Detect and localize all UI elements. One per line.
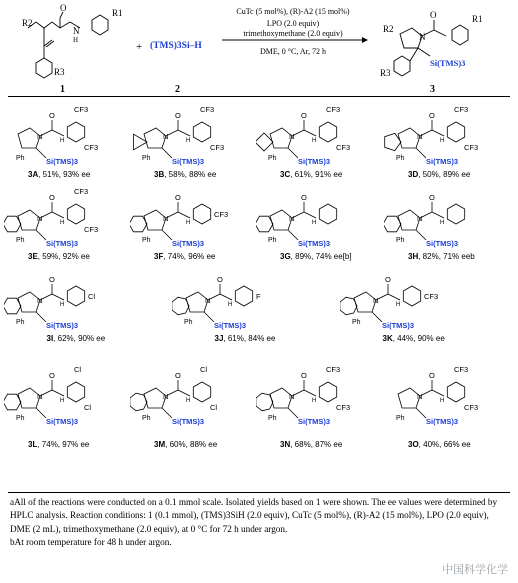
n-atom-label: N — [289, 214, 295, 223]
product-id: 3O — [408, 440, 419, 449]
si-tms3-label: Si(TMS)3 — [426, 239, 459, 248]
product-3o — [384, 360, 512, 452]
product-yield-ee: , 61%, 91% ee — [290, 170, 343, 179]
product-caption — [280, 252, 352, 261]
product-r3-label: R3 — [380, 68, 391, 78]
footnote-a: aAll of the reactions were conducted on a 0.1 mmol scale. Isolated yields based on 1 were shown. The ee values were determined by HPLC analysis. Reaction conditions: 1 (0.1 mmol), (TMS)3SiH (2.0 equiv), CuTc (5 mol%), (R)-A2 (15 mol%), LPO (2.0 equiv), DME (2 mL), trimethoxymethane (2.0 equiv), at 0 °C for 72 h under argon. — [10, 497, 498, 534]
structure-3k — [340, 264, 505, 334]
n-atom-label: N — [37, 296, 43, 305]
product-yield-ee: , 58%, 88% ee — [164, 170, 217, 179]
si-tms3-label: Si(TMS)3 — [46, 157, 79, 166]
product-caption — [280, 170, 342, 179]
conditions-top: CuTc (5 mol%), (R)-A2 (15 mol%) — [236, 7, 350, 16]
h-atom-label: H — [312, 138, 317, 144]
plus-sign: + — [136, 41, 143, 53]
o-atom-label: O — [49, 193, 55, 202]
product-id: 3E — [28, 252, 38, 261]
o-atom-label: O — [429, 111, 435, 120]
cf3-label-top: CF3 — [454, 105, 469, 114]
h-atom-label: H — [440, 398, 445, 404]
n-atom-label: N — [289, 132, 295, 141]
product-scope-grid — [0, 100, 518, 492]
o-atom-label: O — [429, 193, 435, 202]
cf3-label-bottom: CF3 — [464, 143, 479, 152]
product-yield-ee: , 62%, 90% ee — [53, 334, 106, 343]
si-tms3-label: Si(TMS)3 — [172, 239, 205, 248]
product-yield-ee: , 89%, 74% ee[b] — [290, 252, 352, 261]
ph-label: Ph — [268, 415, 277, 422]
conditions-mid2: trimethoxymethane (2.0 equiv) — [243, 29, 343, 38]
cl-label-bottom: Cl — [84, 403, 92, 412]
product-3a — [4, 100, 132, 182]
ph-label: Ph — [142, 237, 151, 244]
o-atom-label: O — [49, 371, 55, 380]
product-id: 3I — [46, 334, 54, 343]
structure-3e — [4, 182, 132, 252]
product-yield-ee: , 61%, 84% ee — [223, 334, 276, 343]
structure-3d — [384, 100, 512, 170]
h-atom-label: H — [440, 220, 445, 226]
n-atom-label: N — [37, 132, 43, 141]
product-id: 3F — [154, 252, 164, 261]
ph-label: Ph — [396, 415, 405, 422]
product-id: 3A — [28, 170, 39, 179]
si-tms3-label: Si(TMS)3 — [382, 321, 415, 330]
top-rule — [8, 96, 510, 97]
si-tms3-label: Si(TMS)3 — [426, 157, 459, 166]
h-atom-label: H — [312, 220, 317, 226]
product-caption — [408, 440, 471, 449]
ph-label: Ph — [16, 155, 25, 162]
cf3-label-bottom: CF3 — [210, 143, 225, 152]
substrate-1-structure — [28, 12, 108, 78]
si-tms3-label: Si(TMS)3 — [298, 157, 331, 166]
cf3-label-bottom: CF3 — [84, 225, 99, 234]
product-yield-ee: , 74%, 97% ee — [37, 440, 90, 449]
product-3h — [384, 182, 512, 264]
product-caption — [28, 170, 90, 179]
structure-3a — [4, 100, 132, 170]
product-3-label: 3 — [430, 84, 435, 95]
product-si-label: Si(TMS)3 — [430, 58, 466, 68]
arrow-head — [362, 37, 368, 43]
ph-label: Ph — [268, 155, 277, 162]
cl-label: Cl — [88, 292, 96, 301]
bottom-rule — [8, 492, 510, 493]
product-3b — [130, 100, 258, 182]
n-atom-label: N — [163, 132, 169, 141]
product-caption — [408, 170, 470, 179]
structure-3h — [384, 182, 512, 252]
n-atom-label: N — [289, 392, 295, 401]
h-atom-label: H — [60, 302, 65, 308]
product-id: 3M — [154, 440, 166, 449]
structure-3j — [172, 264, 337, 334]
product-3i — [4, 264, 169, 346]
o-atom-label: O — [49, 275, 55, 284]
ph-label: Ph — [396, 155, 405, 162]
product-caption — [28, 252, 90, 261]
product-r1-label: R1 — [472, 14, 483, 24]
ph-label: Ph — [16, 237, 25, 244]
product-caption — [28, 440, 89, 449]
product-3l — [4, 360, 132, 452]
o-label: O — [60, 3, 67, 13]
o-atom-label: O — [217, 275, 223, 284]
substrate-2-label: 2 — [175, 84, 180, 95]
product-yield-ee: , 82%, 71% eeb — [418, 252, 475, 261]
h-atom-label: H — [60, 220, 65, 226]
product-caption — [154, 252, 215, 261]
product-yield-ee: , 44%, 90% ee — [392, 334, 445, 343]
n-label: N — [73, 26, 80, 36]
structure-3c — [256, 100, 384, 170]
product-3n — [256, 360, 384, 452]
cl-label-top: Cl — [200, 365, 208, 374]
cf3-label-bottom: CF3 — [464, 403, 479, 412]
cf3-label-top: CF3 — [454, 365, 469, 374]
n-atom-label: N — [37, 392, 43, 401]
r1-label: R1 — [112, 8, 123, 18]
ph-label: Ph — [16, 319, 25, 326]
product-caption — [408, 252, 475, 261]
product-3f — [130, 182, 258, 264]
product-3c — [256, 100, 384, 182]
product-id: 3B — [154, 170, 165, 179]
product-yield-ee: , 51%, 93% ee — [38, 170, 91, 179]
conditions-mid: LPO (2.0 equiv) — [266, 19, 320, 28]
structure-3g — [256, 182, 384, 252]
structure-3o — [384, 360, 512, 440]
r2-label: R2 — [22, 18, 33, 28]
product-caption — [154, 170, 216, 179]
si-tms3-label: Si(TMS)3 — [426, 417, 459, 426]
h-atom-label: H — [186, 220, 191, 226]
product-caption — [280, 440, 342, 449]
product-yield-ee: , 74%, 96% ee — [163, 252, 216, 261]
si-tms3-label: Si(TMS)3 — [172, 157, 205, 166]
h-atom-label: H — [186, 398, 191, 404]
cf3-label-top: CF3 — [74, 105, 89, 114]
si-tms3-label: Si(TMS)3 — [46, 239, 79, 248]
product-3k — [340, 264, 505, 346]
product-yield-ee: , 40%, 66% ee — [418, 440, 471, 449]
ph-label: Ph — [184, 319, 193, 326]
r3-label: R3 — [54, 67, 65, 77]
n-atom-label: N — [37, 214, 43, 223]
h-atom-label: H — [312, 398, 317, 404]
o-atom-label: O — [175, 193, 181, 202]
product-caption — [47, 334, 106, 343]
o-atom-label: O — [429, 371, 435, 380]
silane-label: (TMS)3Si–H — [150, 41, 202, 51]
product-3d — [384, 100, 512, 182]
product-3e — [4, 182, 132, 264]
si-tms3-label: Si(TMS)3 — [214, 321, 247, 330]
si-tms3-label: Si(TMS)3 — [172, 417, 205, 426]
footnote-b: bAt room temperature for 48 h under argon. — [10, 537, 172, 548]
o-atom-label: O — [301, 111, 307, 120]
h-atom-label: H — [440, 138, 445, 144]
reaction-scheme — [0, 0, 518, 96]
product-id: 3D — [408, 170, 419, 179]
product-o-label: O — [430, 10, 437, 20]
si-tms3-label: Si(TMS)3 — [298, 417, 331, 426]
product-n-label: N — [419, 32, 426, 42]
structure-3i — [4, 264, 169, 334]
si-tms3-label: Si(TMS)3 — [46, 417, 79, 426]
n-atom-label: N — [163, 214, 169, 223]
n-atom-label: N — [373, 296, 379, 305]
o-atom-label: O — [49, 111, 55, 120]
n-atom-label: N — [417, 214, 423, 223]
si-tms3-label: Si(TMS)3 — [298, 239, 331, 248]
si-tms3-label: Si(TMS)3 — [46, 321, 79, 330]
product-id: 3N — [280, 440, 291, 449]
conditions-bottom: DME, 0 °C, Ar, 72 h — [260, 47, 326, 56]
cf3-label: CF3 — [424, 292, 439, 301]
product-id: 3K — [382, 334, 393, 343]
cf3-label-bottom: CF3 — [336, 143, 351, 152]
structure-3l — [4, 360, 132, 440]
ph-label: Ph — [352, 319, 361, 326]
structure-3b — [130, 100, 258, 170]
n-atom-label: N — [163, 392, 169, 401]
n-atom-label: N — [417, 132, 423, 141]
h-atom-label: H — [60, 398, 65, 404]
h-atom-label: H — [60, 138, 65, 144]
cf3-label-top: CF3 — [326, 105, 341, 114]
product-yield-ee: , 60%, 88% ee — [165, 440, 218, 449]
substrate-1-label: 1 — [60, 84, 65, 95]
o-atom-label: O — [385, 275, 391, 284]
o-atom-label: O — [301, 371, 307, 380]
cf3-label-top: CF3 — [326, 365, 341, 374]
structure-3f — [130, 182, 258, 252]
ph-label: Ph — [16, 415, 25, 422]
product-caption — [154, 440, 217, 449]
ph-label: Ph — [268, 237, 277, 244]
product-yield-ee: , 68%, 87% ee — [290, 440, 343, 449]
cf3-label: CF3 — [214, 210, 229, 219]
h-atom-label: H — [396, 302, 401, 308]
f-label: F — [256, 292, 261, 301]
n-atom-label: N — [417, 392, 423, 401]
watermark: 中国科学化学 — [442, 563, 508, 576]
structure-3n — [256, 360, 384, 440]
product-id: 3C — [280, 170, 291, 179]
product-id: 3H — [408, 252, 419, 261]
product-caption — [383, 334, 445, 343]
product-caption — [215, 334, 276, 343]
product-3m — [130, 360, 258, 452]
footnotes — [10, 496, 510, 550]
h-atom-label: H — [228, 302, 233, 308]
product-3g — [256, 182, 384, 264]
h-label: H — [73, 36, 79, 44]
cf3-label-top: CF3 — [74, 187, 89, 196]
cf3-label-bottom: CF3 — [336, 403, 351, 412]
h-atom-label: H — [186, 138, 191, 144]
structure-3m — [130, 360, 258, 440]
cf3-label-top: CF3 — [200, 105, 215, 114]
product-id: 3G — [280, 252, 291, 261]
ph-label: Ph — [142, 155, 151, 162]
product-r2-label: R2 — [383, 24, 394, 34]
cf3-label-bottom: CF3 — [84, 143, 99, 152]
ph-label: Ph — [142, 415, 151, 422]
o-atom-label: O — [175, 111, 181, 120]
product-yield-ee: , 50%, 89% ee — [418, 170, 471, 179]
product-id: 3L — [28, 440, 38, 449]
ph-label: Ph — [396, 237, 405, 244]
cl-label-bottom: Cl — [210, 403, 218, 412]
product-3j — [172, 264, 337, 346]
cl-label-top: Cl — [74, 365, 82, 374]
product-id: 3J — [214, 334, 224, 343]
o-atom-label: O — [301, 193, 307, 202]
product-yield-ee: , 59%, 92% ee — [37, 252, 90, 261]
o-atom-label: O — [175, 371, 181, 380]
n-atom-label: N — [205, 296, 211, 305]
